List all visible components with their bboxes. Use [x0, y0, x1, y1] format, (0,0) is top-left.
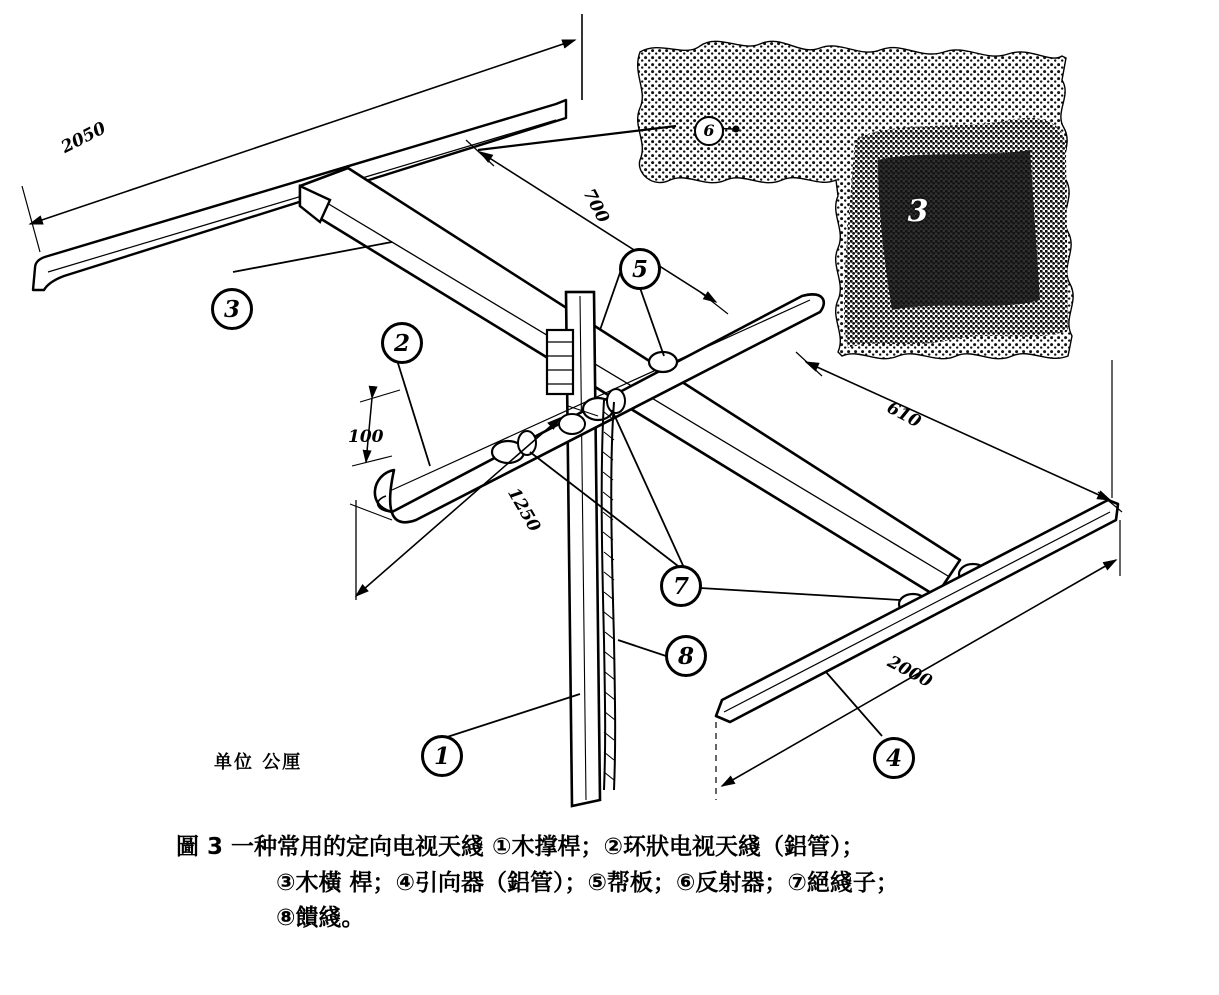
callout-3-reflector-dark: 3 [907, 194, 929, 229]
dimension-label-2050: 2050 [58, 118, 110, 158]
dimension-label-1250: 1250 [503, 484, 545, 536]
dimension-label-2000: 2000 [884, 652, 936, 692]
unit-note: 单位 公厘 [214, 752, 303, 773]
callout-1-mast: 1 [421, 735, 463, 777]
dimension-label-100: 100 [348, 427, 384, 447]
feeder-cable [602, 400, 615, 790]
callout-3-crossbar: 3 [211, 288, 253, 330]
callout-8-feeder: 8 [665, 635, 707, 677]
callout-4-director: 4 [873, 737, 915, 779]
caption-line-3: ⑧饋綫。 [276, 905, 365, 932]
dimension-label-610: 610 [883, 397, 925, 433]
callout-6-reflector: 6 [694, 116, 724, 146]
callout-7-insulators: 7 [660, 565, 702, 607]
callout-2-loop-antenna: 2 [381, 322, 423, 364]
mounting-plate [547, 330, 573, 394]
caption-line-2: ③木橫 桿；④引向器（鋁管）；⑤帮板；⑥反射器；⑦絕綫子； [276, 869, 899, 896]
dimension-label-700: 700 [578, 185, 613, 227]
figure-caption [0, 830, 1219, 937]
callout-5-plate: 5 [619, 248, 661, 290]
reflector-screen [638, 41, 1073, 358]
caption-line-1: 圖 3 一种常用的定向电视天綫 ①木撑桿；②环狀电视天綫（鋁管）； [176, 834, 865, 860]
